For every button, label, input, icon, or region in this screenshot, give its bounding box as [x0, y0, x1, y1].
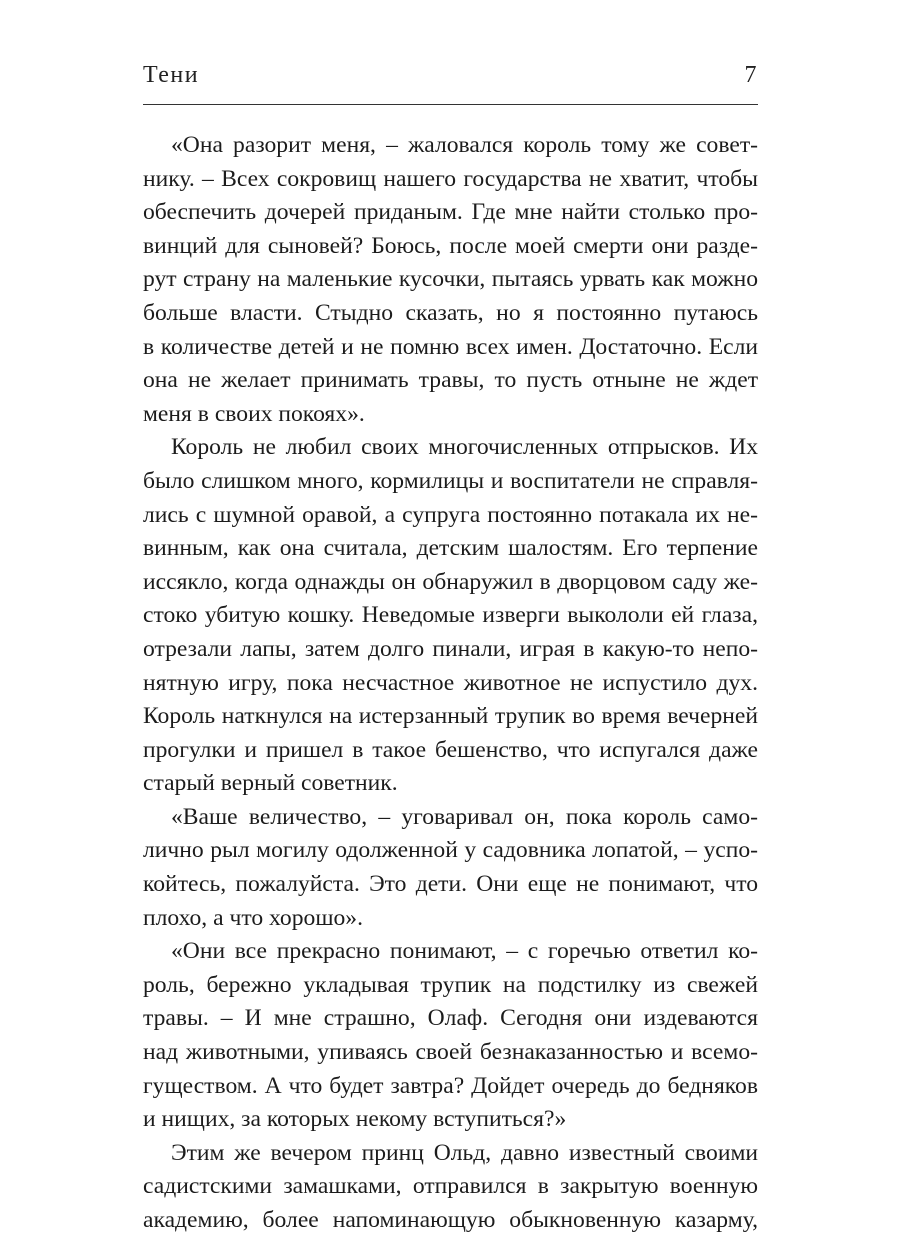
text-line: роль, бережно укладывая трупик на подстилку из свежей — [143, 971, 758, 998]
text-line: «Они все прекрасно понимают, – с горечью ответил ко- — [171, 938, 758, 965]
text-line: койтесь, пожалуйста. Это дети. Они еще не понимают, что — [143, 871, 758, 898]
text-line: винным, как она считала, детским шалостям. Его терпение — [143, 535, 758, 562]
text-line: меня в своих покоях». — [143, 400, 365, 427]
text-line: винций для сыновей? Боюсь, после моей смерти они разде- — [143, 232, 758, 259]
text-line: отрезали лапы, затем долго пинали, играя в какую-то непо- — [143, 635, 758, 662]
header-divider — [143, 104, 758, 105]
text-line: садистскими замашками, отправился в закрытую военную — [143, 1173, 758, 1200]
text-line: академию, более напоминающую обыкновенную казарму, — [143, 1207, 758, 1233]
text-line: старый верный советник. — [143, 770, 398, 797]
text-line: рут страну на маленькие кусочки, пытаясь урвать как можно — [143, 266, 758, 293]
text-line: было слишком много, кормилицы и воспитатели не справля- — [143, 467, 758, 494]
text-line: травы. – И мне страшно, Олаф. Сегодня они издеваются — [143, 1005, 758, 1032]
text-line: лично рыл могилу одолженной у садовника лопатой, – успо- — [143, 837, 758, 864]
text-line: Король наткнулся на истерзанный трупик во время вечерней — [143, 703, 758, 730]
text-line: плохо, а что хорошо». — [143, 904, 363, 931]
text-line: гуществом. А что будет завтра? Дойдет очередь до бедняков — [143, 1072, 758, 1099]
chapter-title: Тени — [143, 62, 200, 88]
body-text — [143, 129, 758, 1238]
text-line: лись с шумной оравой, а супруга постоянно потакала их не- — [143, 501, 758, 528]
text-line: Король не любил своих многочисленных отпрысков. Их — [171, 434, 758, 461]
text-line: над животными, упиваясь своей безнаказанностью и всемо- — [143, 1039, 758, 1066]
text-line: нику. – Всех сокровищ нашего государства не хватит, чтобы — [143, 165, 758, 192]
text-line: Этим же вечером принц Ольд, давно известный своими — [171, 1139, 758, 1166]
text-line: прогулки и пришел в такое бешенство, что испугался даже — [143, 736, 758, 763]
text-line: нятную игру, пока несчастное животное не испустило дух. — [143, 669, 758, 696]
running-header — [143, 62, 758, 89]
text-line: иссякло, когда однажды он обнаружил в дворцовом саду же- — [143, 568, 758, 595]
text-line: стоко убитую кошку. Неведомые изверги выкололи ей глаза, — [143, 602, 758, 629]
text-line: больше власти. Стыдно сказать, но я постоянно путаюсь — [143, 299, 758, 326]
text-line: обеспечить дочерей приданым. Где мне найти столько про- — [143, 199, 758, 226]
page-number: 7 — [744, 62, 758, 88]
text-line: она не желает принимать травы, то пусть отныне не ждет — [143, 367, 758, 394]
text-line: в количестве детей и не помню всех имен. Достаточно. Если — [143, 333, 758, 360]
text-line: «Ваше величество, – уговаривал он, пока король само- — [171, 803, 758, 830]
text-line: «Она разорит меня, – жаловался король тому же совет- — [171, 132, 758, 158]
text-line: и нищих, за которых некому вступиться?» — [143, 1106, 567, 1133]
